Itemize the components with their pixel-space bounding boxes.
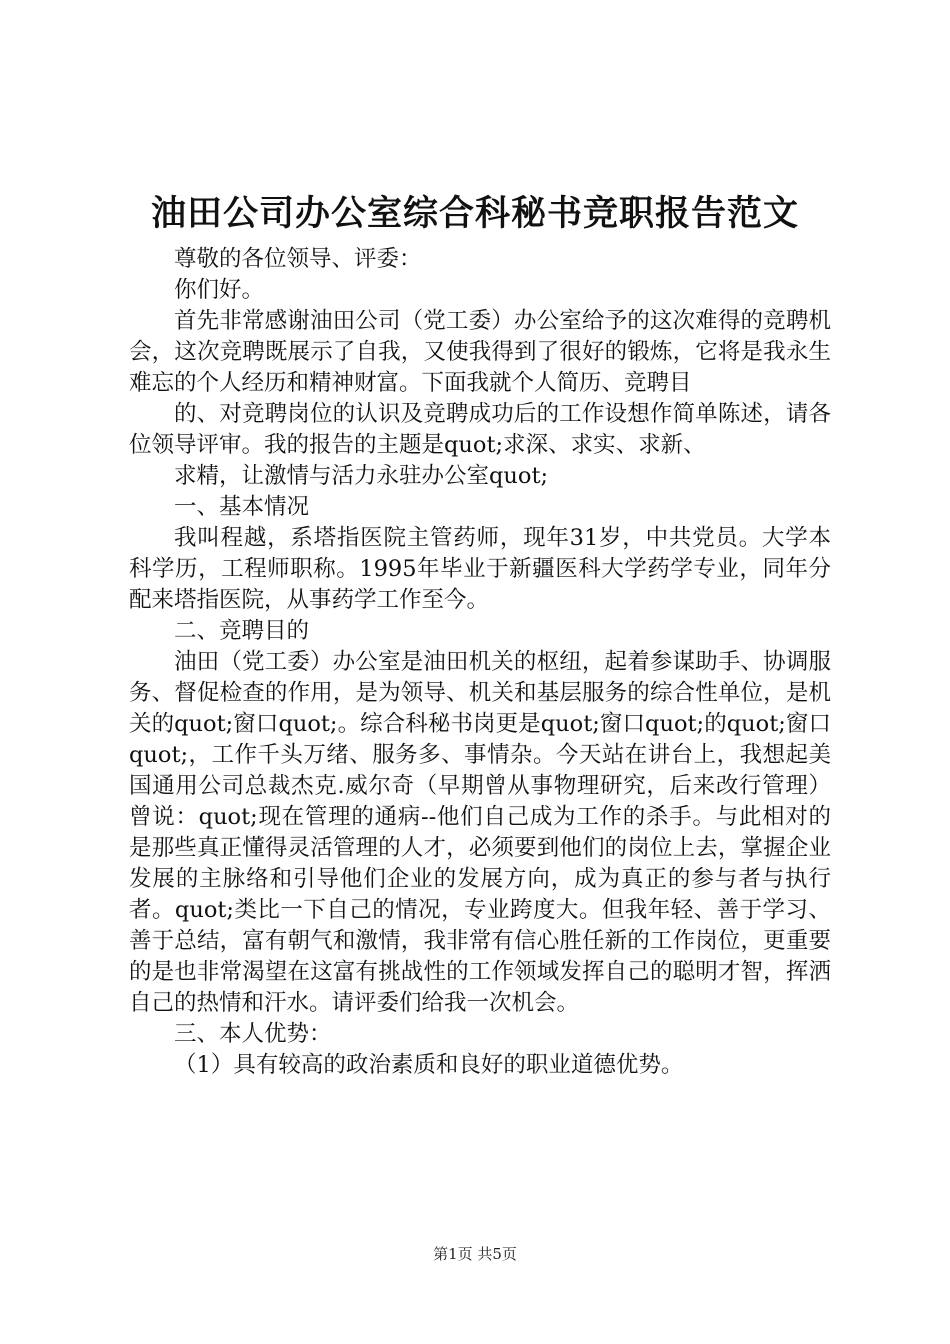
paragraph-intro: 首先非常感谢油田公司（党工委）办公室给予的这次难得的竞聘机会，这次竞聘既展示了自我，又使我得到了很好的锻炼，它将是我永生难忘的个人经历和精神财富。下面我就个人简历、竞聘目 [129, 308, 831, 396]
section-heading-advantages: 三、本人优势： [174, 1021, 332, 1047]
section-heading-basic-info: 一、基本情况 [174, 494, 310, 520]
document-title: 油田公司办公室综合科秘书竞职报告范文 [150, 193, 799, 234]
page-number: 第1页 共5页 [433, 1245, 517, 1263]
paragraph-purpose: 油田（党工委）办公室是油田机关的枢纽，起着参谋助手、协调服务、督促检查的作用，是为领导、机关和基层服务的综合性单位，是机关的quot;窗口quot;。综合科秘书岗更是quot;窗口quot;的quot;窗口quot;，工作千头万绪、服务多、事情杂。今天站在讲台上，我想起美国通用公司总裁杰克.威尔奇（早期曾从事物理研究，后来改行管理）曾说：quot;现在管理的通病--他们自己成为工作的杀手。与此相对的是那些真正懂得灵活管理的人才，必须要到他们的岗位上去，掌握企业发展的主脉络和引导他们企业的发展方向，成为真正的参与者与执行者。quot;类比一下自己的情况，专业跨度大。但我年轻、善于学习、善于总结，富有朝气和激情，我非常有信心胜任新的工作岗位，更重要的是也非常渴望在这富有挑战性的工作领域发挥自己的聪明才智，挥洒自己的热情和汗水。请评委们给我一次机会。 [129, 649, 831, 1016]
document-body [129, 244, 831, 1081]
section-heading-purpose: 二、竞聘目的 [174, 618, 310, 644]
salutation: 尊敬的各位领导、评委： [174, 246, 422, 272]
greeting: 你们好。 [174, 277, 265, 303]
paragraph-theme: 求精，让激情与活力永驻办公室quot; [174, 463, 549, 489]
paragraph-intro-continued: 的、对竞聘岗位的认识及竞聘成功后的工作设想作简单陈述，请各位领导评审。我的报告的主题是quot;求深、求实、求新、 [129, 401, 831, 458]
list-item-advantage-1: （1）具有较高的政治素质和良好的职业道德优势。 [174, 1052, 684, 1078]
paragraph-basic-info: 我叫程越，系塔指医院主管药师，现年31岁，中共党员。大学本科学历，工程师职称。1995年毕业于新疆医科大学药学专业，同年分配来塔指医院，从事药学工作至今。 [129, 525, 831, 613]
